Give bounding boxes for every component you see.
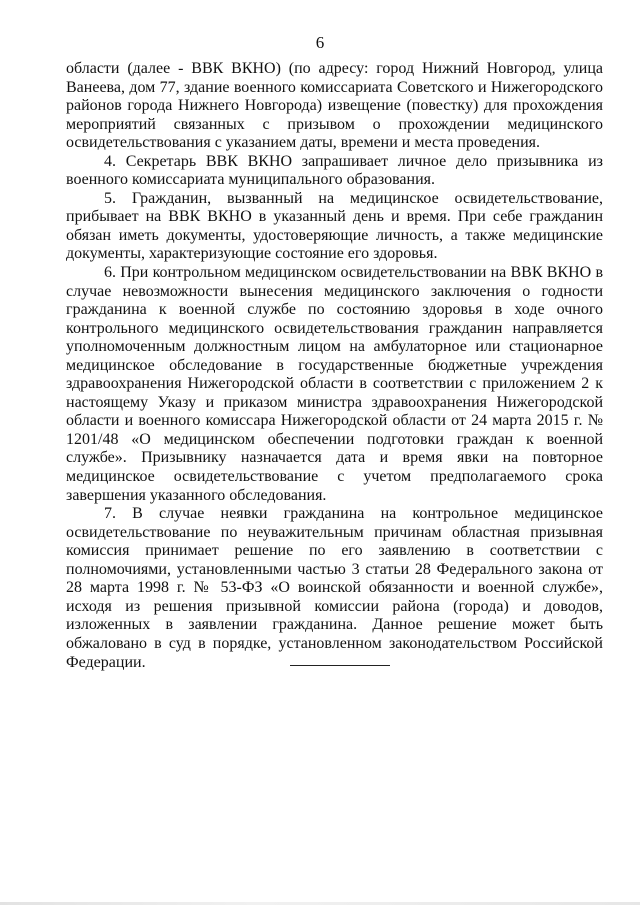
paragraph-item-7: 7. В случае неявки гражданина на контрольное медицинское освидетельствование по неуважительным причинам областная призывная комиссия принимает решение по его заявлению в соответствии с полномочиями, установленными частью 3 статьи 28 Федерального закона от 28 марта 1998 г. № 53-ФЗ «О воинской обязанности и военной службе», исходя из решения призывной комиссии района (города) и доводов, изложенных в заявлении гражданина. Данное решение может быть обжаловано в суд в порядке, установленном законодательством Российской Федерации. (66, 505, 603, 671)
page-number: 6 (315, 33, 325, 52)
paragraph-continuation: области (далее - ВВК ВКНО) (по адресу: город Нижний Новгород, улица Ванеева, дом 77, здание военного комиссариата Советского и Нижегородского районов города Нижнего Новгорода) извещение (повестку) для прохождения мероприятий связанных с призывом о прохождении медицинского освидетельствования с указанием даты, времени и места проведения. (66, 60, 603, 152)
paragraph-item-5: 5. Гражданин, вызванный на медицинское освидетельствование, прибывает на ВВК ВКНО в указанный день и время. При себе гражданин обязан иметь документы, удостоверяющие личность, а также медицинские документы, характеризующие состояние его здоровья. (66, 189, 603, 263)
end-of-document-rule (290, 665, 390, 666)
paragraph-item-6: 6. При контрольном медицинском освидетельствовании на ВВК ВКНО в случае невозможности вынесения медицинского заключения о годности гражданина к военной службе по состоянию здоровья в ходе очного контрольного медицинского освидетельствования гражданин направляется уполномоченным должностным лицом на амбулаторное или стационарное медицинское обследование в государственные бюджетные учреждения здравоохранения Нижегородской области в соответствии с приложением 2 к настоящему Указу и приказом министра здравоохранения Нижегородской области и военного комиссара Нижегородской области от 24 марта 2015 г. № 1201/48 «О медицинском обеспечении подготовки граждан к военной службе». Призывнику назначается дата и время явки на повторное медицинское освидетельствование с учетом предполагаемого срока завершения указанного обследования. (66, 264, 603, 504)
paragraph-item-4: 4. Секретарь ВВК ВКНО запрашивает личное дело призывника из военного комиссариата муниципального образования. (66, 152, 603, 189)
document-body (66, 60, 603, 672)
